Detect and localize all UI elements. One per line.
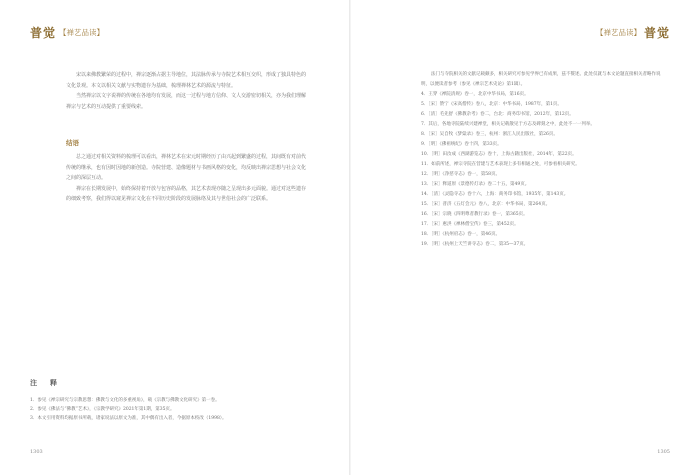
note-item: 13．［宋］释道原《景德传灯录》卷二十五，第49页。 xyxy=(421,182,530,187)
note-item: 17．［宋］惠洪《禅林僧宝传》卷三，第452页。 xyxy=(421,222,519,227)
section-title: 结语 xyxy=(66,139,79,147)
note-item: 6．［清］毛先舒《佛教杂考》卷二，台北：商务印书馆，2012年，第12页。 xyxy=(421,112,574,117)
conclusion-paragraph: 禅宗在长期发展中，始终保持着开放与包容的品格，其艺术表现亦随之呈现出多元面貌。通过对这些遗存的细致考察，我们得以窥见禅宗文化在不同历史阶段的发展脉络及其与世俗社会的广泛联系。 xyxy=(66,185,307,202)
note-item: 8．［宋］吴自牧《梦粱录》卷三，杭州：浙江人民出版社，第26页。 xyxy=(421,132,558,137)
note-item: 3．本文引用资料均据原书所载，诸家说法以原文为准，其中偶有出入者，今据原本校改（1998）。 xyxy=(30,416,227,421)
brand-logo: 普觉 xyxy=(643,26,670,40)
note-item: 4．王穿《禅院清规》卷一，北京中华书局，第16页。 xyxy=(421,92,529,97)
note-item: 7．其后，各地寺院陆续兴建禅堂，相关记载散见于方志及碑刻之中，此处不一一列举。 xyxy=(421,122,595,127)
note-item: 19．［明］《杭州上天竺讲寺志》卷二，第35—37页。 xyxy=(421,242,529,247)
note-item: 15．［宋］普济《五灯会元》卷八，北京：中华书局，第264页。 xyxy=(421,202,551,207)
note-item: 10．［明］田汝成《西湖游览志》卷十，上海古籍出版社，2014年，第22页。 xyxy=(421,152,577,157)
note-item: 1．参见《禅宗研究与宗教思想：佛教与文化的多重视角》，载《宗教与佛教文化研究》第一卷。 xyxy=(30,398,220,403)
notes-list xyxy=(421,70,666,250)
note-item: 14．［清］《灵隐寺志》卷十六，上海：商务印书馆，1935年，第143页。 xyxy=(421,192,569,197)
notes-intro: 法门与寺院相关的文献记载颇多，相关研究可参见学界已有成果，兹不赘述。此处仅就与本文论题直接相关者略作说明，以便读者参考（参见《禅宗艺术史论》第1辑）。 xyxy=(421,72,661,87)
note-item: 18．［明］《杭州府志》卷一，第46页。 xyxy=(421,232,500,237)
note-item: 9．［明］《佛祖统纪》卷十四，第33页。 xyxy=(421,142,502,147)
section-label: 【禅艺品读】 xyxy=(595,28,641,37)
note-item: 16．［宋］宗晓《四明尊者教行录》卷一，第365页。 xyxy=(421,212,528,217)
page-number: 1303 xyxy=(30,449,43,455)
conclusion-paragraph: 总之通过对相关资料的梳理可以看出，禅林艺术在宋元时期经历了由兴起到繁盛的过程，其间既有对前代传统的继承，也有因时因地的新创造。寺院营建、造像题材与书画风格的变化，均反映出禅宗思想与社会文化之间的深层互动。 xyxy=(66,154,307,181)
note-item: 11．如前所述，禅宗寺院在营建与艺术表现上多有相通之处，可参看相关研究。 xyxy=(421,162,580,167)
notes-title: 注 释 xyxy=(30,378,60,387)
right-page xyxy=(351,0,700,475)
notes-list xyxy=(30,396,320,423)
left-header xyxy=(30,24,104,41)
brand-logo: 普觉 xyxy=(30,26,57,40)
note-item: 12．［明］《净慈寺志》卷一，第58页。 xyxy=(421,172,500,177)
conclusion-text xyxy=(66,152,306,205)
note-item: 5．［宋］赞宁《宋高僧传》卷八，北京：中华书局，1987年，第1页。 xyxy=(421,102,562,107)
intro-paragraph: 宋以来佛教繁荣的过程中，禅宗逐渐占据主导地位，其法脉传承与寺院艺术相互交织，形成了独具特色的文化景观。本文以相关文献与实物遗存为基础，梳理禅林艺术的源流与特征。 xyxy=(66,72,307,89)
note-item: 2．参见《佛法与“佛教”艺术》，《宗教学研究》2021年第1期，第35页。 xyxy=(30,407,175,412)
left-page xyxy=(0,0,349,475)
intro-text xyxy=(66,70,306,112)
section-label: 【禅艺品读】 xyxy=(59,28,105,37)
page-number: 1305 xyxy=(657,449,670,455)
intro-paragraph: 当然禅宗以文字说禅的传统在各地均有发展，而这一过程与地方信仰、文人交游密切相关，亦为我们理解禅宗与艺术的互动提供了重要线索。 xyxy=(66,93,307,110)
right-header xyxy=(596,24,670,41)
